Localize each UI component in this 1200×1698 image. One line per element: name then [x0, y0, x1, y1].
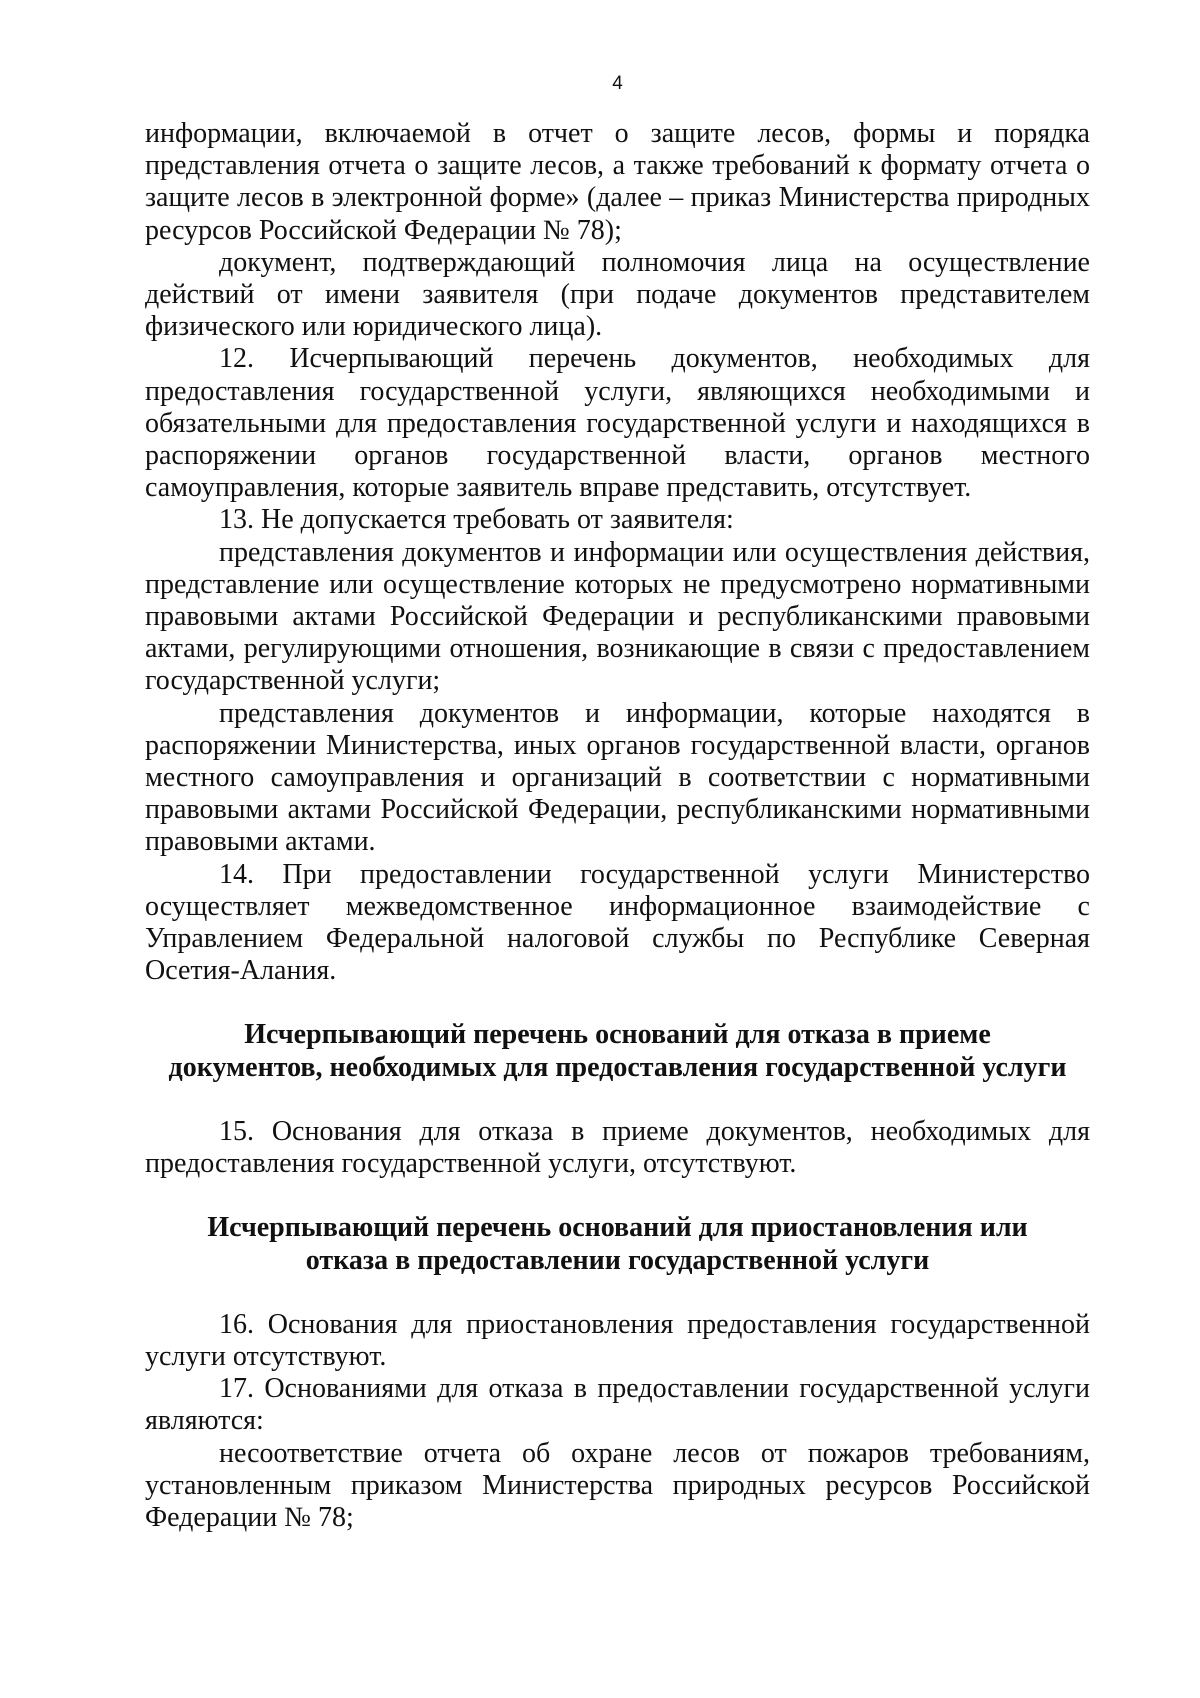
paragraph-13: 13. Не допускается требовать от заявителя: — [219, 504, 734, 536]
paragraph-continuation: информации, включаемой в отчет о защите лесов, формы и порядка представления отчета о защите лесов, а также требований к формату отчета о защите лесов в электронной форме» (далее – приказ Министерства природных ресурсов Российской Федерации № 78); — [145, 118, 1090, 246]
paragraph-17-item-1: несоответствие отчета об охране лесов от пожаров требованиям, установленным приказом Министерства природных ресурсов Российской Федерации № 78; — [145, 1437, 1090, 1533]
paragraph-15: 15. Основания для отказа в приеме документов, необходимых для предоставления государственной услуги, отсутствуют. — [145, 1115, 1090, 1180]
paragraph-12: 12. Исчерпывающий перечень документов, необходимых для предоставления государственной услуги, являющихся необходимыми и обязательными для предоставления государственной услуги и находящихся в распоряжении органов государственной власти, органов местного самоуправления, которые заявитель вправе представить, отсутствует. — [145, 343, 1090, 504]
page-number: 4 — [612, 73, 623, 94]
paragraph-authority-document: документ, подтверждающий полномочия лица на осуществление действий от имени заявителя (при подаче документов представителем физического или юридического лица). — [145, 246, 1090, 343]
section-spacer — [145, 1277, 1090, 1309]
document-page — [145, 0, 1090, 1698]
section-spacer — [145, 1180, 1090, 1212]
heading-line: документов, необходимых для предоставления государственной услуги — [168, 1051, 1067, 1083]
heading-line: отказа в предоставлении государственной услуги — [305, 1244, 930, 1276]
section-heading-suspension-refusal — [145, 1212, 1090, 1276]
paragraph-17: 17. Основаниями для отказа в предоставлении государственной услуги являются: — [145, 1373, 1090, 1437]
paragraph-13-item-1: представления документов и информации или осуществления действия, представление или осуществление которых не предусмотрено нормативными правовыми актами Российской Федерации и республиканскими правовыми актами, регулирующими отношения, возникающие в связи с предоставлением государственной услуги; — [145, 536, 1090, 697]
section-spacer — [145, 1084, 1090, 1116]
document-body — [145, 118, 1090, 1534]
heading-line: Исчерпывающий перечень оснований для отказа в приеме — [244, 1019, 991, 1051]
section-spacer — [145, 987, 1090, 1019]
paragraph-16: 16. Основания для приостановления предоставления государственной услуги отсутствуют. — [145, 1308, 1090, 1372]
heading-line: Исчерпывающий перечень оснований для приостановления или — [207, 1212, 1028, 1244]
paragraph-13-item-2: представления документов и информации, которые находятся в распоряжении Министерства, иных органов государственной власти, органов местного самоуправления и организаций в соответствии с нормативными правовыми актами Российской Федерации, республиканскими нормативными правовыми актами. — [145, 697, 1090, 858]
section-heading-refusal-acceptance — [145, 1019, 1090, 1083]
paragraph-14: 14. При предоставлении государственной услуги Министерство осуществляет межведомственное информационное взаимодействие с Управлением Федеральной налоговой службы по Республике Северная Осетия-Алания. — [145, 858, 1090, 987]
